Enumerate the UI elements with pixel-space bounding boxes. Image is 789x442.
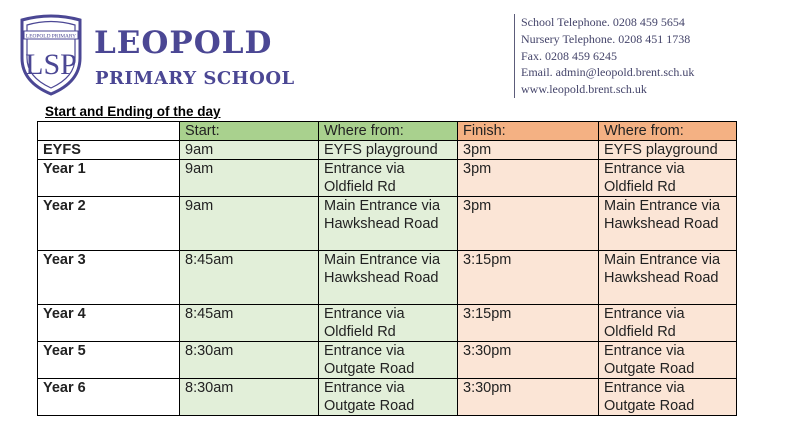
- finish-time: 3pm: [458, 197, 599, 251]
- table-row: [38, 197, 737, 251]
- header-finish: Finish:: [458, 122, 599, 141]
- start-time: 9am: [180, 197, 319, 251]
- finish-time: 3:30pm: [458, 342, 599, 379]
- start-time: 8:30am: [180, 342, 319, 379]
- table-header-row: [38, 122, 737, 141]
- header-start: Start:: [180, 122, 319, 141]
- table-row: [38, 342, 737, 379]
- start-time: 9am: [180, 141, 319, 160]
- finish-location: Entrance via Outgate Road: [599, 379, 737, 416]
- finish-time: 3pm: [458, 160, 599, 197]
- svg-text:LEOPOLD PRIMARY: LEOPOLD PRIMARY: [25, 33, 77, 40]
- contact-details: [514, 14, 694, 98]
- finish-time: 3:15pm: [458, 305, 599, 342]
- start-location: Main Entrance via Hawkshead Road: [319, 197, 458, 251]
- nursery-telephone: Nursery Telephone. 0208 451 1738: [521, 31, 691, 46]
- row-label: Year 5: [38, 342, 180, 379]
- start-location: Main Entrance via Hawkshead Road: [319, 251, 458, 305]
- row-label: EYFS: [38, 141, 180, 160]
- school-crest-logo: [18, 14, 84, 96]
- section-title: Start and Ending of the day: [45, 104, 221, 119]
- start-location: Entrance via Oldfield Rd: [319, 160, 458, 197]
- table-row: [38, 251, 737, 305]
- start-time: 8:30am: [180, 379, 319, 416]
- school-subtitle: PRIMARY SCHOOL: [95, 68, 295, 89]
- finish-time: 3pm: [458, 141, 599, 160]
- table-row: [38, 305, 737, 342]
- start-time: 8:45am: [180, 305, 319, 342]
- row-label: Year 2: [38, 197, 180, 251]
- finish-location: EYFS playground: [599, 141, 737, 160]
- fax-number: Fax. 0208 459 6245: [521, 48, 617, 63]
- email-address: Email. admin@leopold.brent.sch.uk: [521, 65, 695, 80]
- start-location: EYFS playground: [319, 141, 458, 160]
- row-label: Year 6: [38, 379, 180, 416]
- school-telephone: School Telephone. 0208 459 5654: [521, 15, 685, 29]
- start-location: Entrance via Outgate Road: [319, 379, 458, 416]
- table-row: [38, 160, 737, 197]
- finish-time: 3:30pm: [458, 379, 599, 416]
- start-location: Entrance via Outgate Road: [319, 342, 458, 379]
- row-label: Year 3: [38, 251, 180, 305]
- start-time: 9am: [180, 160, 319, 197]
- header-cell-empty: [38, 122, 180, 141]
- finish-location: Entrance via Oldfield Rd: [599, 305, 737, 342]
- table-row: [38, 379, 737, 416]
- school-name: LEOPOLD: [94, 25, 273, 61]
- website-url: www.leopold.brent.sch.uk: [521, 82, 647, 97]
- finish-location: Entrance via Oldfield Rd: [599, 160, 737, 197]
- finish-location: Main Entrance via Hawkshead Road: [599, 251, 737, 305]
- svg-text:LSP: LSP: [25, 48, 77, 81]
- row-label: Year 1: [38, 160, 180, 197]
- finish-time: 3:15pm: [458, 251, 599, 305]
- header-finish-where: Where from:: [599, 122, 737, 141]
- row-label: Year 4: [38, 305, 180, 342]
- header-start-where: Where from:: [319, 122, 458, 141]
- start-time: 8:45am: [180, 251, 319, 305]
- finish-location: Main Entrance via Hawkshead Road: [599, 197, 737, 251]
- timetable: [37, 121, 737, 416]
- start-location: Entrance via Oldfield Rd: [319, 305, 458, 342]
- table-row: [38, 141, 737, 160]
- finish-location: Entrance via Outgate Road: [599, 342, 737, 379]
